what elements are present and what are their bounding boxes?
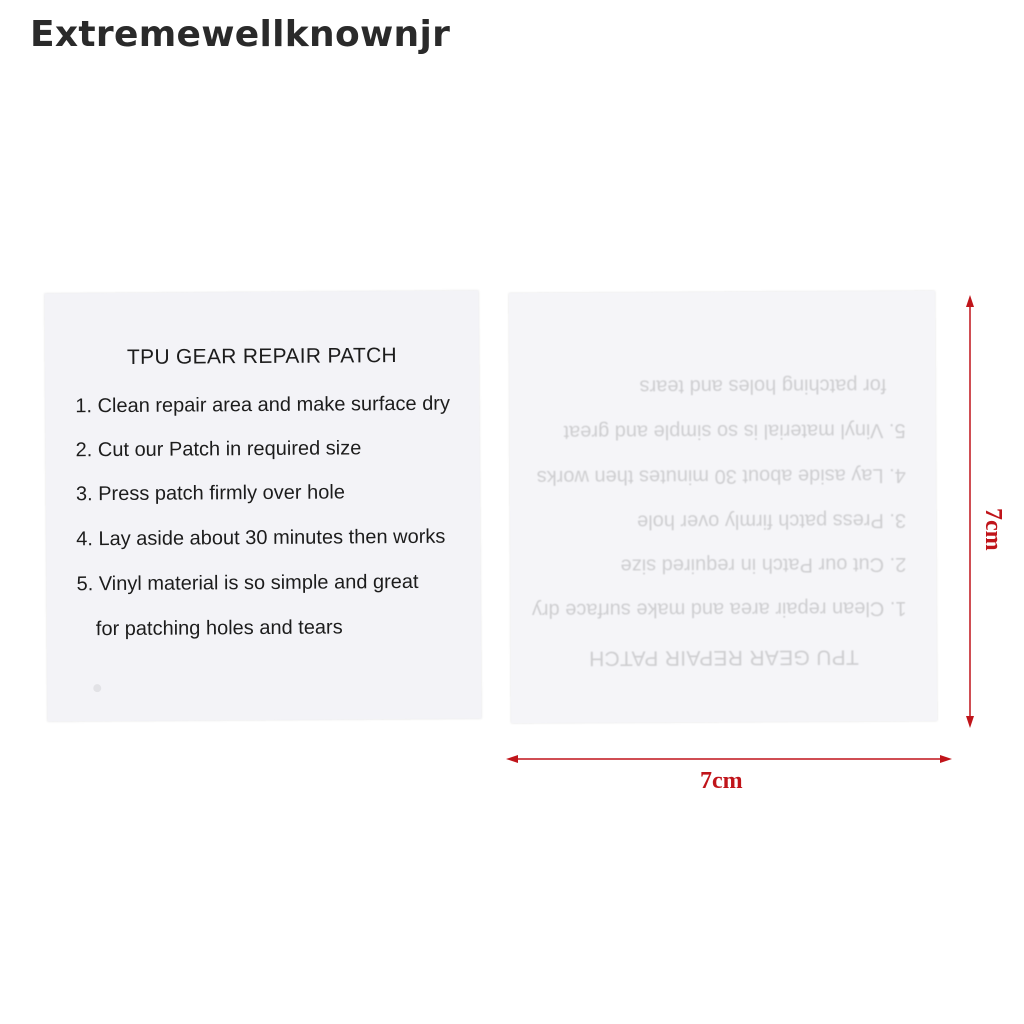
- patch-step-5-continued: for patching holes and tears: [95, 616, 343, 641]
- patch-back-step-2: 2. Cut our Patch in required size: [620, 553, 907, 577]
- patch-step-3: 3. Press patch firmly over hole: [75, 481, 345, 506]
- patch-step-2: 2. Cut our Patch in required size: [75, 437, 362, 462]
- patch-back-step-5-continued: for patching holes and tears: [639, 374, 887, 398]
- height-label: 7cm: [980, 508, 1006, 551]
- height-arrow-top-head: [966, 295, 974, 307]
- patch-step-4: 4. Lay aside about 30 minutes then works: [76, 525, 446, 551]
- patch-back-title: TPU GEAR REPAIR PATCH: [588, 645, 859, 670]
- patch-title: TPU GEAR REPAIR PATCH: [126, 344, 398, 369]
- watermark-text: Extremewellknownjr: [30, 14, 451, 55]
- patch-back-step-5: 5. Vinyl material is so simple and great: [563, 419, 906, 443]
- patch-back-step-1: 1. Clean repair area and make surface dry: [531, 597, 907, 622]
- patch-back-step-4: 4. Lay aside about 30 minutes then works: [536, 464, 906, 488]
- patch-back-step-3: 3. Press patch firmly over hole: [637, 509, 907, 533]
- height-arrow-bottom-head: [966, 716, 974, 728]
- patch-step-5: 5. Vinyl material is so simple and great: [76, 570, 419, 596]
- patch-step-1: 1. Clean repair area and make surface dry: [75, 392, 451, 418]
- width-arrow-right-head: [940, 755, 952, 763]
- width-arrow-left-head: [506, 755, 518, 763]
- width-label: 7cm: [700, 768, 743, 794]
